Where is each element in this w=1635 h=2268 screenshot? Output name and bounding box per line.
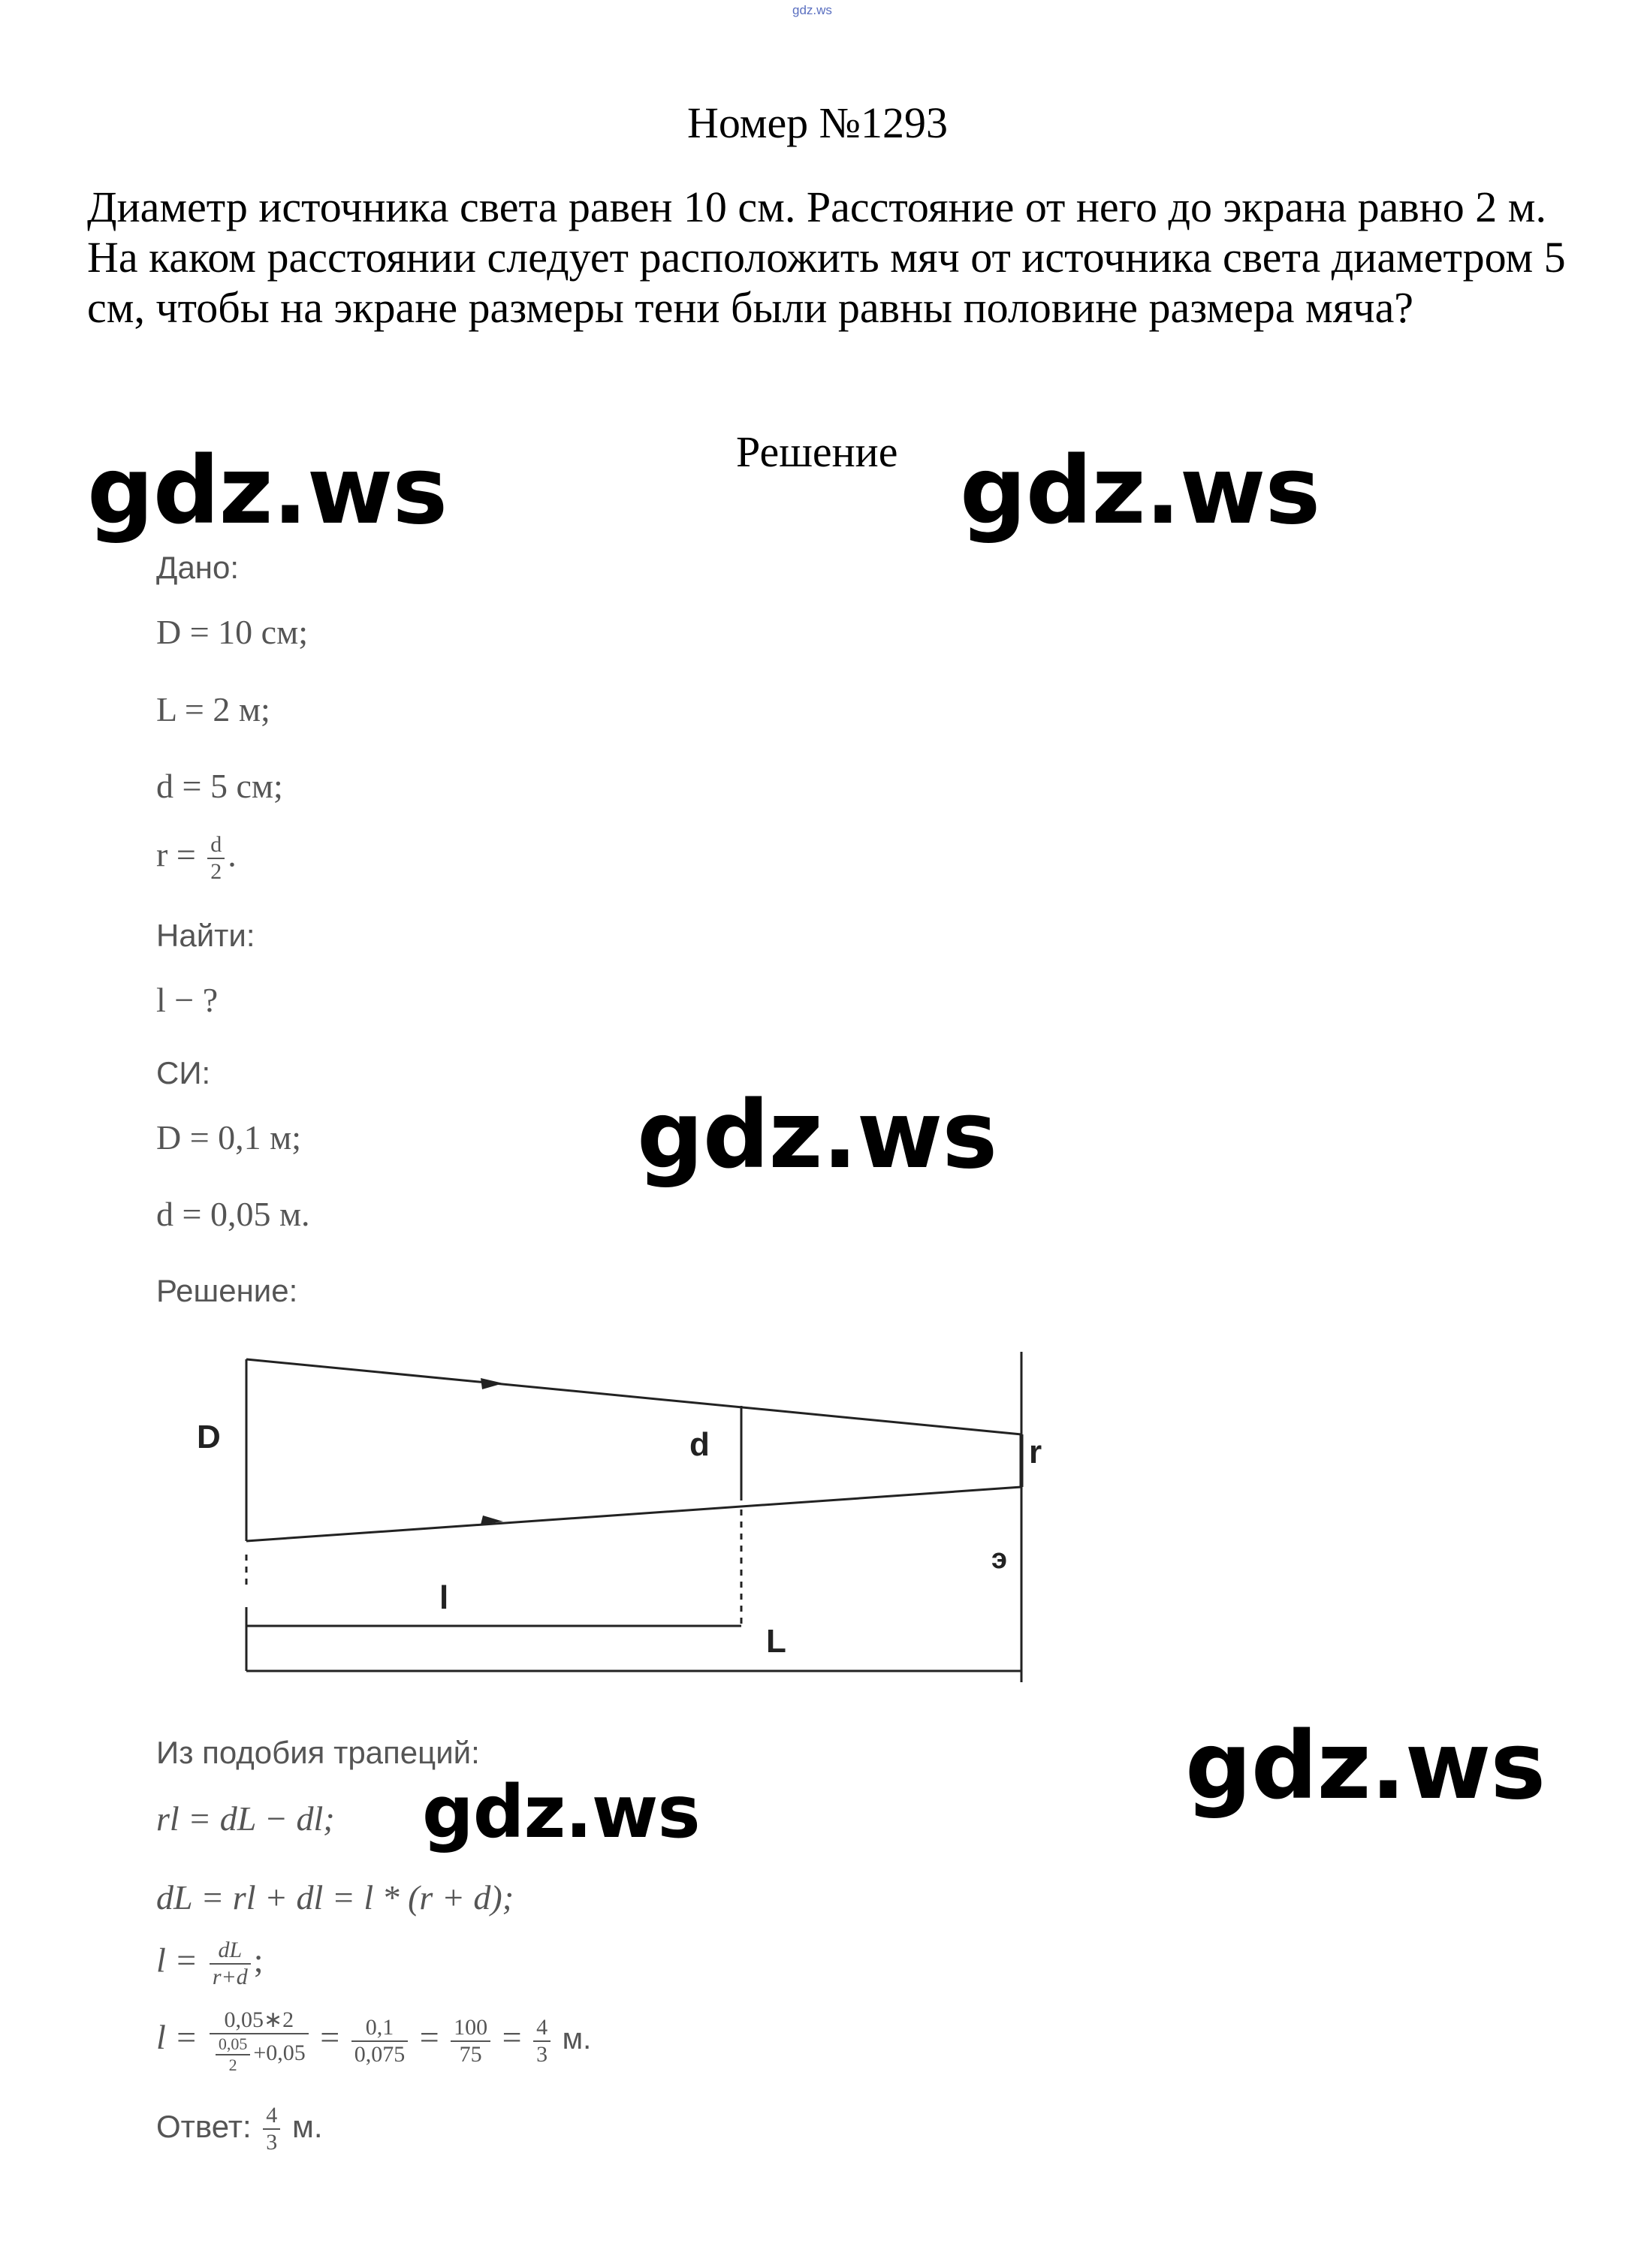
diagram-label-L: L	[766, 1623, 786, 1660]
equation-4	[156, 2007, 591, 2075]
equation-4-f2-den: 0,075	[354, 2041, 406, 2067]
answer	[156, 2103, 323, 2155]
given-item-L: L = 2 м;	[156, 690, 270, 728]
problem-statement: Диаметр источника света равен 10 см. Расстояние от него до экрана равно 2 м. На каком расстоянии следует расположить мяч от источника света диаметром 5 см, чтобы на экране размеры тени были равны половине размера мяча?	[87, 182, 1566, 332]
answer-fraction	[263, 2103, 280, 2155]
equation-4-f1-den	[210, 2034, 309, 2075]
equation-4-f1-inner-den: 2	[228, 2055, 237, 2074]
equation-3-num: dL	[210, 1938, 251, 1965]
diagram-label-r: r	[1029, 1434, 1042, 1470]
equation-4-unit: м.	[562, 2022, 592, 2056]
equation-2-text: dL = rl + dl = l * (r + d);	[156, 1878, 514, 1917]
equation-2	[156, 1877, 514, 1917]
si-item-d: d = 0,05 м.	[156, 1195, 310, 1233]
equation-4-fraction-1	[210, 2007, 309, 2075]
watermark: gdz.ws	[422, 1770, 700, 1854]
equation-3-fraction	[210, 1938, 251, 1990]
given-item-r	[156, 832, 237, 885]
lower-ray	[246, 1487, 1021, 1541]
answer-unit: м.	[291, 2109, 323, 2145]
answer-den: 3	[266, 2130, 278, 2155]
given-item-D: D = 10 см;	[156, 613, 308, 651]
equation-4-eq-1: =	[320, 2018, 340, 2057]
given-label: Дано:	[156, 550, 240, 585]
equation-4-f4-den: 3	[536, 2041, 548, 2067]
upper-ray	[246, 1359, 1021, 1434]
find-label: Найти:	[156, 918, 255, 953]
watermark: gdz.ws	[87, 437, 448, 545]
equation-4-f1-inner-fraction	[216, 2034, 251, 2075]
find-item: l − ?	[156, 981, 219, 1019]
equation-3-den: r+d	[212, 1965, 248, 1989]
equation-4-f3-den: 75	[459, 2041, 482, 2067]
equation-3-lhs: l =	[156, 1941, 198, 1980]
answer-label: Ответ:	[156, 2109, 252, 2145]
given-r-fraction	[207, 832, 225, 885]
equation-4-f3-num: 100	[451, 2015, 490, 2042]
solution-label: Решение:	[156, 1273, 298, 1308]
answer-num: 4	[263, 2103, 280, 2130]
equation-4-f4-num: 4	[533, 2015, 551, 2042]
watermark: gdz.ws	[960, 437, 1320, 545]
diagram-label-l: l	[439, 1579, 449, 1616]
page-title: Номер №1293	[686, 98, 949, 147]
solution-heading: Решение	[736, 427, 898, 476]
equation-1-text: rl = dL − dl;	[156, 1799, 335, 1838]
equation-4-f1-num: 0,05∗2	[210, 2007, 309, 2034]
watermark: gdz.ws	[1185, 1712, 1546, 1820]
equation-4-f1-den-rest: +0,05	[253, 2040, 306, 2065]
equation-3	[156, 1938, 264, 1990]
diagram-label-D: D	[197, 1419, 221, 1455]
equation-4-fraction-4	[533, 2015, 551, 2067]
upper-ray-arrow	[481, 1378, 503, 1389]
equation-1	[156, 1799, 335, 1838]
equation-4-eq-2: =	[419, 2018, 439, 2057]
given-r-lhs: r =	[156, 835, 196, 874]
watermark: gdz.ws	[637, 1081, 997, 1190]
equation-4-fraction-2	[351, 2015, 409, 2067]
diagram-label-d: d	[689, 1426, 710, 1463]
given-item-d: d = 5 см;	[156, 767, 283, 805]
equation-4-fraction-3	[451, 2015, 490, 2067]
equation-3-end: ;	[253, 1941, 264, 1980]
si-item-D: D = 0,1 м;	[156, 1118, 302, 1157]
trapezoid-diagram	[188, 1337, 1051, 1697]
equation-4-f2-num: 0,1	[351, 2015, 409, 2042]
given-r-end: .	[228, 835, 237, 874]
equation-4-lhs: l =	[156, 2018, 198, 2057]
header-site-mark: gdz.ws	[792, 3, 832, 17]
given-r-num: d	[207, 832, 225, 859]
equation-4-f1-inner-num: 0,05	[216, 2034, 251, 2055]
equation-4-eq-3: =	[502, 2018, 522, 2057]
derivation-intro: Из подобия трапеций:	[156, 1735, 480, 1770]
si-label: СИ:	[156, 1055, 211, 1090]
given-r-den: 2	[210, 859, 222, 884]
diagram-label-screen: э	[991, 1543, 1007, 1575]
